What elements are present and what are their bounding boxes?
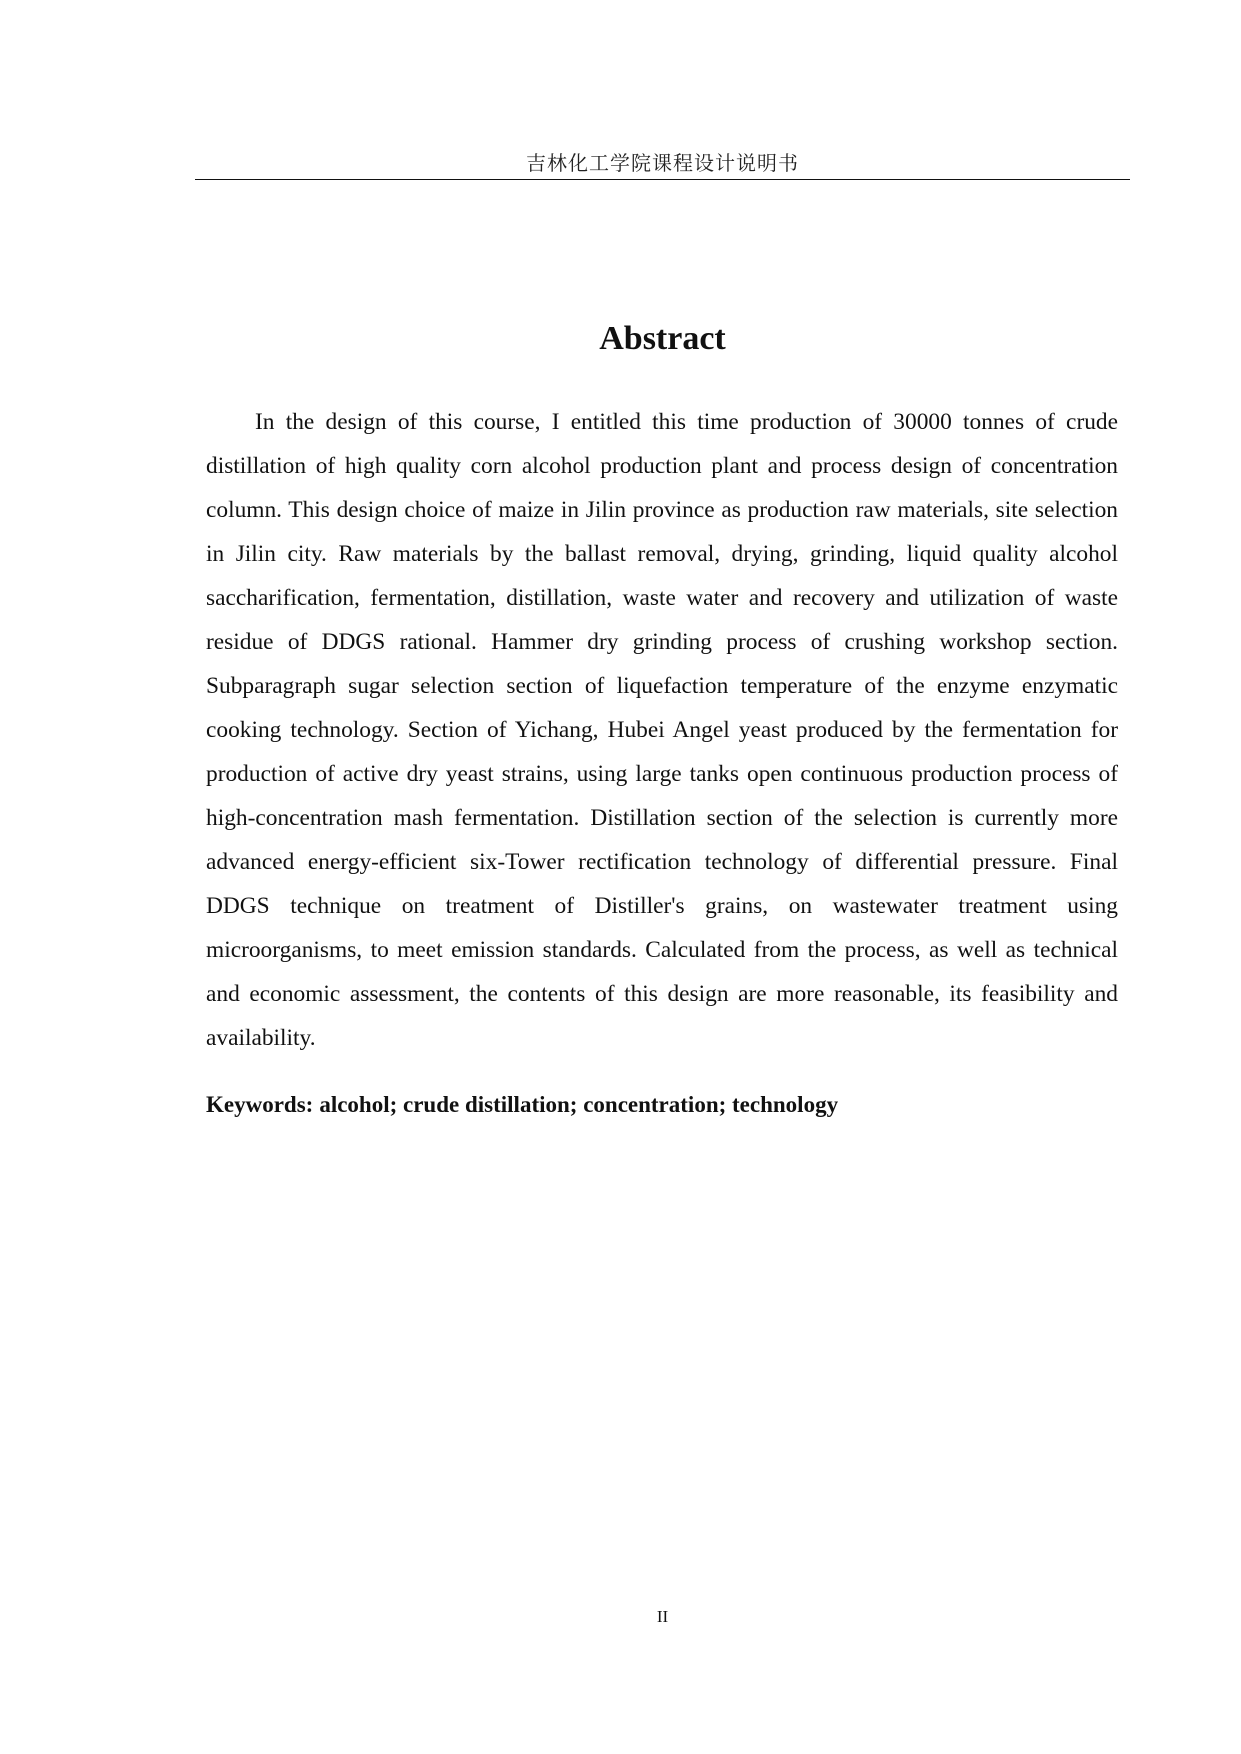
- header-divider: [195, 179, 1130, 180]
- running-header: 吉林化工学院课程设计说明书: [526, 151, 799, 175]
- keywords-line: [206, 1088, 1118, 1122]
- page-number: II: [656, 1607, 669, 1626]
- keywords-label: Keywords:: [206, 1092, 314, 1117]
- abstract-body: In the design of this course, I entitled this time production of 30000 tonnes of crude distillation of high quality corn alcohol production plant and process design of concentration column. This design choice of maize in Jilin province as production raw materials, site selection in Jilin city. Raw materials by the ballast removal, drying, grinding, liquid quality alcohol saccharification, fermentation, distillation, waste water and recovery and utilization of waste residue of DDGS rational. Hammer dry grinding process of crushing workshop section. Subparagraph sugar selection section of liquefaction temperature of the enzyme enzymatic cooking technology. Section of Yichang, Hubei Angel yeast produced by the fermentation for production of active dry yeast strains, using large tanks open continuous production process of high-concentration mash fermentation. Distillation section of the selection is currently more advanced energy-efficient six-Tower rectification technology of differential pressure. Final DDGS technique on treatment of Distiller's grains, on wastewater treatment using microorganisms, to meet emission standards. Calculated from the process, as well as technical and economic assessment, the contents of this design are more reasonable, its feasibility and availability.: [206, 409, 1118, 1051]
- abstract-title: Abstract: [599, 320, 726, 357]
- keywords-text: alcohol; crude distillation; concentration; technology: [319, 1092, 839, 1117]
